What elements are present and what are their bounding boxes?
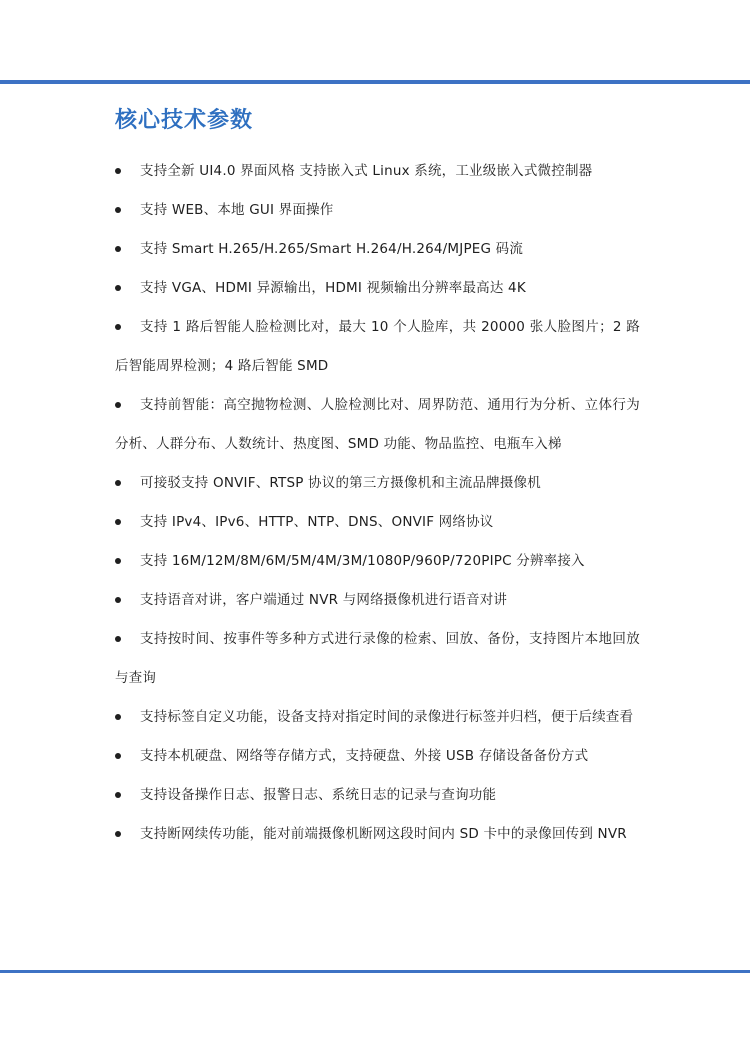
list-item bbox=[115, 776, 640, 815]
spec-text: 支持 VGA、HDMI 异源输出，HDMI 视频输出分辨率最高达 4K bbox=[140, 280, 526, 296]
list-item bbox=[115, 386, 640, 464]
spec-text: 支持本机硬盘、网络等存储方式，支持硬盘、外接 USB 存储设备备份方式 bbox=[140, 748, 589, 764]
spec-text: 支持全新 UI4.0 界面风格 支持嵌入式 Linux 系统，工业级嵌入式微控制器 bbox=[140, 163, 593, 179]
bullet-icon bbox=[115, 792, 121, 798]
bullet-icon bbox=[115, 285, 121, 291]
list-item bbox=[115, 269, 640, 308]
spec-list bbox=[115, 152, 640, 854]
list-item bbox=[115, 308, 640, 386]
section-title: 核心技术参数 bbox=[115, 108, 254, 133]
list-item bbox=[115, 464, 640, 503]
spec-text: 支持 Smart H.265/H.265/Smart H.264/H.264/MJPEG 码流 bbox=[140, 241, 524, 257]
list-item bbox=[115, 230, 640, 269]
spec-text: 支持 IPv4、IPv6、HTTP、NTP、DNS、ONVIF 网络协议 bbox=[140, 514, 494, 530]
bullet-icon bbox=[115, 558, 121, 564]
list-item bbox=[115, 191, 640, 230]
spec-text: 支持前智能：高空抛物检测、人脸检测比对、周界防范、通用行为分析、立体行为分析、人群分布、人数统计、热度图、SMD 功能、物品监控、电瓶车入梯 bbox=[115, 397, 640, 452]
list-item bbox=[115, 581, 640, 620]
bullet-icon bbox=[115, 753, 121, 759]
list-item bbox=[115, 737, 640, 776]
bullet-icon bbox=[115, 519, 121, 525]
bullet-icon bbox=[115, 831, 121, 837]
list-item bbox=[115, 815, 640, 854]
bullet-icon bbox=[115, 207, 121, 213]
list-item bbox=[115, 152, 640, 191]
footer-divider bbox=[0, 970, 750, 973]
list-item bbox=[115, 620, 640, 698]
bullet-icon bbox=[115, 714, 121, 720]
list-item bbox=[115, 698, 640, 737]
bullet-icon bbox=[115, 597, 121, 603]
spec-text: 支持 1 路后智能人脸检测比对，最大 10 个人脸库，共 20000 张人脸图片；2 路后智能周界检测；4 路后智能 SMD bbox=[115, 319, 640, 374]
spec-text: 支持标签自定义功能，设备支持对指定时间的录像进行标签并归档，便于后续查看 bbox=[140, 709, 634, 725]
spec-text: 支持断网续传功能，能对前端摄像机断网这段时间内 SD 卡中的录像回传到 NVR bbox=[140, 826, 627, 842]
spec-text: 支持 WEB、本地 GUI 界面操作 bbox=[140, 202, 334, 218]
spec-text: 支持按时间、按事件等多种方式进行录像的检索、回放、备份，支持图片本地回放与查询 bbox=[115, 631, 640, 686]
spec-text: 支持语音对讲，客户端通过 NVR 与网络摄像机进行语音对讲 bbox=[140, 592, 508, 608]
header-divider bbox=[0, 80, 750, 84]
bullet-icon bbox=[115, 480, 121, 486]
spec-text: 可接驳支持 ONVIF、RTSP 协议的第三方摄像机和主流品牌摄像机 bbox=[140, 475, 541, 491]
bullet-icon bbox=[115, 324, 121, 330]
bullet-icon bbox=[115, 402, 121, 408]
bullet-icon bbox=[115, 246, 121, 252]
bullet-icon bbox=[115, 636, 121, 642]
list-item bbox=[115, 503, 640, 542]
spec-text: 支持 16M/12M/8M/6M/5M/4M/3M/1080P/960P/720PIPC 分辨率接入 bbox=[140, 553, 585, 569]
spec-text: 支持设备操作日志、报警日志、系统日志的记录与查询功能 bbox=[140, 787, 497, 803]
bullet-icon bbox=[115, 168, 121, 174]
list-item bbox=[115, 542, 640, 581]
